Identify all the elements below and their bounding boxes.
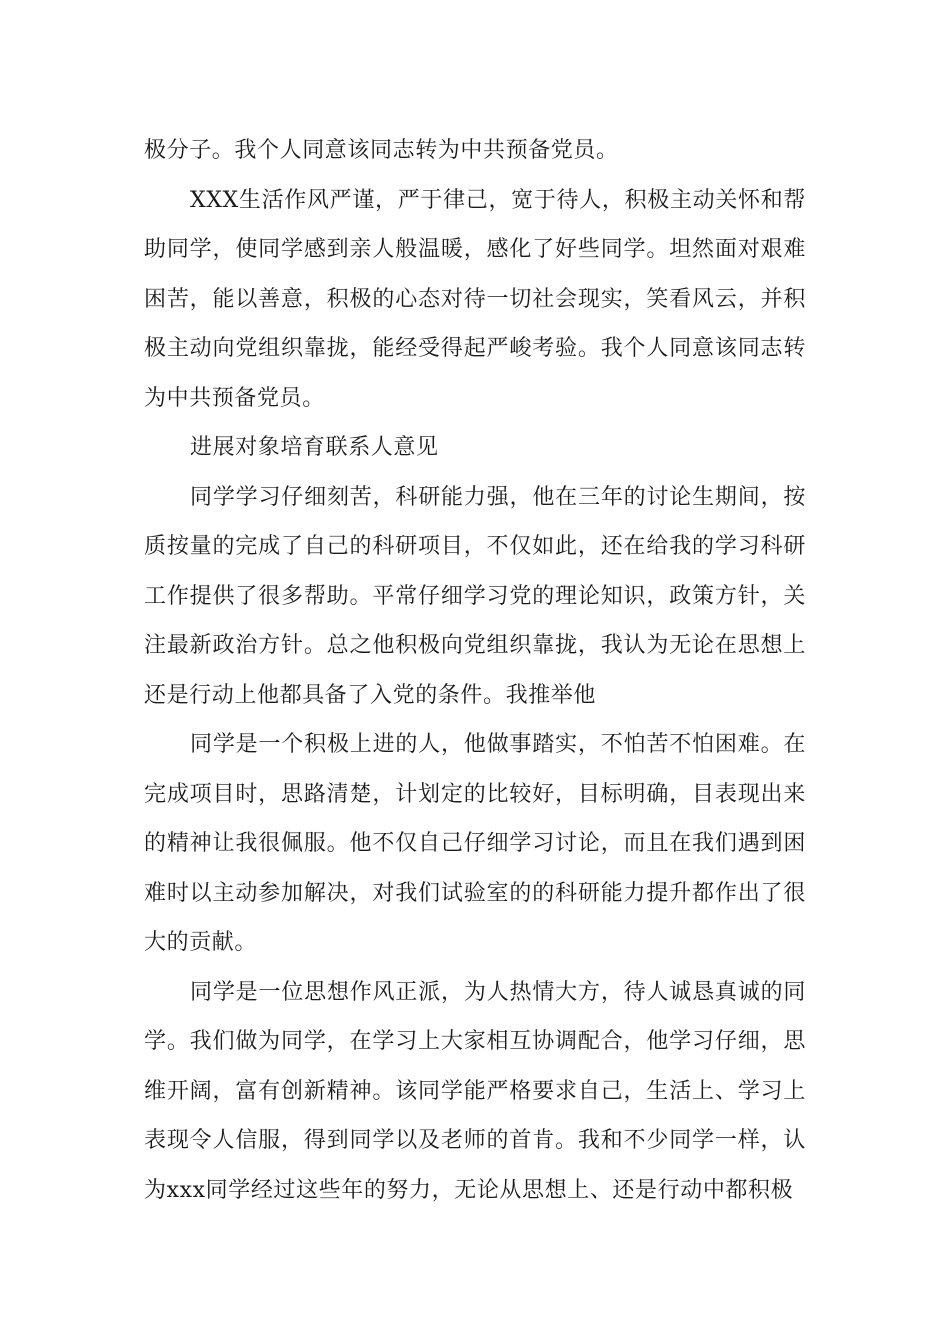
paragraph-1: 极分子。我个人同意该同志转为中共预备党员。 (144, 138, 619, 163)
document-body (144, 126, 806, 1215)
paragraph-2: XXX生活作风严谨，严于律己，宽于待人，积极主动关怀和帮助同学，使同学感到亲人般温暖，感化了好些同学。坦然面对艰难困苦，能以善意，积极的心态对待一切社会现实，笑看风云，并积极主动向党组织靠拢，能经受得起严峻考验。我个人同意该同志转为中共预备党员。 (144, 187, 806, 411)
paragraph-4: 同学是一个积极上进的人，他做事踏实，不怕苦不怕困难。在完成项目时，思路清楚，计划定的比较好，目标明确，目表现出来的精神让我很佩服。他不仅自己仔细学习讨论，而且在我们遇到困难时以主动参加解决，对我们试验室的的科研能力提升都作出了很大的贡献。 (144, 732, 806, 955)
section-heading: 进展对象培育联系人意见 (190, 435, 439, 460)
paragraph-5: 同学是一位思想作风正派，为人热情大方，待人诚恳真诚的同学。我们做为同学，在学习上大家相互协调配合，他学习仔细，思维开阔，富有创新精神。该同学能严格要求自己，生活上、学习上表现令人信服，得到同学以及老师的首肯。我和不少同学一样，认为xxx同学经过这些年的努力，无论从思想上、还是行动中都积极 (144, 979, 806, 1203)
paragraph-3: 同学学习仔细刻苦，科研能力强，他在三年的讨论生期间，按质按量的完成了自己的科研项目，不仅如此，还在给我的学习科研工作提供了很多帮助。平常仔细学习党的理论知识，政策方针，关注最新政治方针。总之他积极向党组织靠拢，我认为无论在思想上还是行动上他都具备了入党的条件。我推举他 (144, 484, 806, 708)
